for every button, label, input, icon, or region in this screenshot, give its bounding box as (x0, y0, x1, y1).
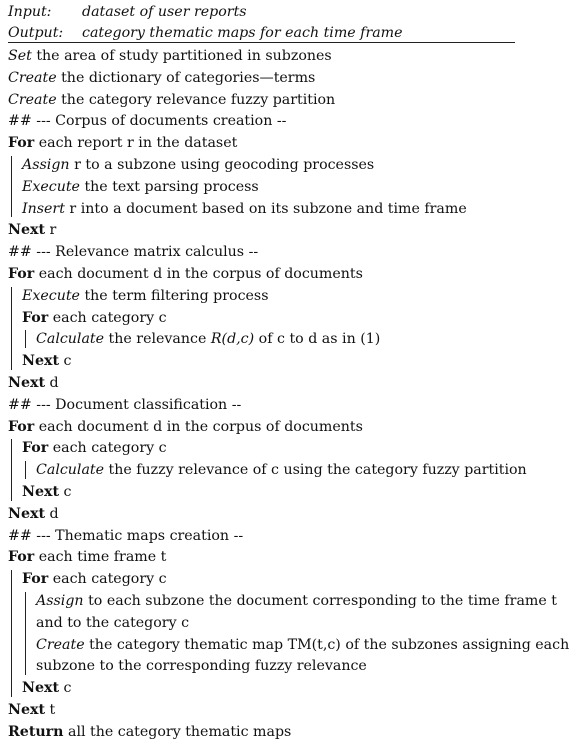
algorithm-line (22, 437, 167, 459)
keyword: Next (8, 222, 46, 239)
keyword: For (8, 549, 35, 566)
algorithm-line (36, 459, 527, 481)
line-text: r (45, 222, 57, 239)
indent-bar (11, 156, 12, 217)
keyword: For (22, 571, 49, 588)
algorithm-line (36, 655, 367, 677)
algorithm-line (36, 590, 557, 612)
action-verb: Create (36, 636, 85, 653)
output-label: Output: (8, 25, 64, 41)
algorithm-line (36, 612, 189, 634)
algorithm-line (22, 307, 167, 329)
line-text: and to the category c (36, 614, 190, 631)
line-text: all the category thematic maps (63, 723, 292, 740)
action-verb: R(d,c) (210, 331, 255, 348)
line-text: the dictionary of categories—terms (56, 69, 316, 86)
line-text: d (45, 375, 59, 391)
indent-bar (11, 570, 12, 697)
keyword: Next (8, 375, 46, 391)
keyword: Next (22, 353, 60, 370)
action-verb: Set (8, 48, 32, 64)
algorithm-line (22, 198, 467, 220)
algorithm-line (8, 110, 286, 132)
line-text: ## --- Document classification -- (8, 396, 242, 413)
algorithm-line (8, 416, 363, 438)
indent-bar (11, 287, 12, 370)
action-verb: Execute (22, 178, 80, 195)
line-text: each category c (48, 440, 167, 457)
action-verb: Create (8, 91, 57, 108)
keyword: For (8, 418, 35, 435)
line-text: ## --- Corpus of documents creation -- (8, 113, 287, 130)
algorithm-line (36, 328, 380, 350)
line-text: c (59, 484, 72, 500)
keyword: Next (22, 484, 60, 500)
line-text: to each subzone the document corresponding to the time frame t (83, 593, 557, 609)
algorithm-line (8, 394, 241, 416)
algorithm-line (8, 89, 335, 111)
keyword: For (22, 440, 49, 457)
algorithm-line (8, 372, 59, 394)
algorithm-line (8, 503, 59, 525)
algorithm-line (22, 176, 259, 198)
action-verb: Calculate (36, 462, 105, 479)
action-verb: Insert (22, 200, 65, 217)
algorithm-line (22, 481, 71, 503)
line-text: the category thematic map TM(t,c) of the subzones assigning each (84, 636, 569, 653)
indent-bar (25, 592, 26, 675)
algorithm-line (8, 699, 55, 721)
algorithm-line (8, 132, 237, 154)
line-text: d (45, 505, 59, 522)
line-text: r to a subzone using geocoding processes (69, 157, 375, 173)
line-text: ## --- Thematic maps creation -- (8, 527, 244, 544)
keyword: For (8, 266, 35, 282)
action-verb: Assign (36, 593, 84, 609)
action-verb: Execute (22, 287, 80, 304)
algorithm-line (8, 219, 56, 241)
keyword: Next (22, 680, 60, 697)
algorithm-line (36, 634, 569, 656)
line-text: each document d in the corpus of documents (34, 266, 363, 282)
action-verb: Assign (22, 157, 70, 173)
algorithm-line (8, 45, 332, 67)
action-verb: Create (8, 69, 57, 86)
keyword: For (8, 135, 35, 152)
indent-bar (11, 439, 12, 500)
keyword: Next (8, 505, 46, 522)
line-text: the relevance (104, 331, 211, 348)
line-text: each time frame t (34, 549, 167, 566)
line-text: the text parsing process (79, 178, 259, 195)
action-verb: Calculate (36, 331, 105, 348)
output-text: category thematic maps for each time frame (82, 25, 403, 41)
input-label: Input: (8, 4, 52, 20)
line-text: the category relevance fuzzy partition (56, 91, 336, 108)
keyword: For (22, 309, 49, 326)
algorithm-line (8, 525, 243, 547)
algorithm-line (22, 677, 71, 699)
line-text: t (45, 702, 56, 718)
line-text: r into a document based on its subzone and time frame (64, 200, 467, 217)
line-text: of c to d as in (1) (254, 331, 381, 348)
algorithm-line (8, 241, 258, 263)
algorithm-line (22, 568, 167, 590)
line-text: subzone to the corresponding fuzzy relevance (36, 658, 367, 675)
line-text: the term filtering process (79, 287, 269, 304)
indent-bar (25, 330, 26, 348)
line-text: the area of study partitioned in subzones (31, 48, 332, 64)
line-text: c (59, 680, 72, 697)
keyword: Return (8, 723, 64, 740)
output-line (8, 22, 403, 44)
line-text: each report r in the dataset (34, 135, 238, 152)
input-line (8, 1, 247, 23)
indent-bar (25, 461, 26, 479)
algorithm-line (8, 546, 166, 568)
algorithm-line (8, 263, 363, 285)
algorithm-line (8, 721, 291, 743)
line-text: ## --- Relevance matrix calculus -- (8, 244, 259, 261)
header-rule (8, 42, 515, 43)
algorithm-line (8, 67, 315, 89)
line-text: each category c (48, 571, 167, 588)
line-text: each document d in the corpus of documents (34, 418, 363, 435)
algorithm-line (22, 350, 71, 372)
algorithm-line (22, 285, 269, 307)
algorithm-line (22, 154, 374, 176)
keyword: Next (8, 702, 46, 718)
line-text: each category c (48, 309, 167, 326)
input-text: dataset of user reports (82, 4, 247, 20)
line-text: c (59, 353, 72, 370)
line-text: the fuzzy relevance of c using the category fuzzy partition (104, 462, 527, 479)
